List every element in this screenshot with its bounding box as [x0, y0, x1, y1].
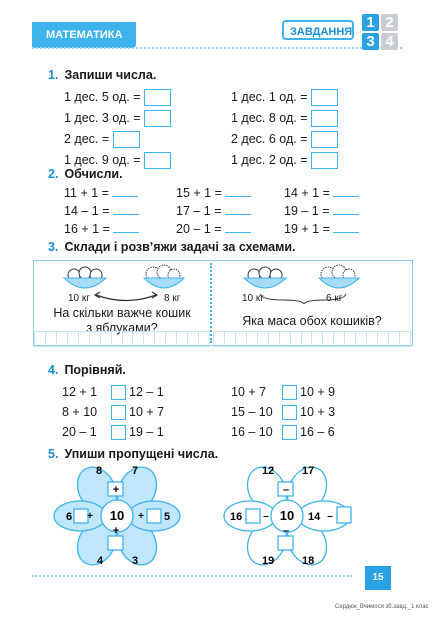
- compare-box[interactable]: [111, 405, 126, 420]
- tile-4: 4: [381, 33, 398, 50]
- answer-line[interactable]: [225, 184, 251, 197]
- compare-right: 12 – 1: [129, 385, 164, 399]
- task-divider: [210, 263, 212, 343]
- ex2-expression: 19 – 1 =: [284, 204, 330, 218]
- berry-basket-icon: [319, 265, 359, 288]
- ex2-col-1: [64, 184, 139, 238]
- ex2-expression: 16 + 1 =: [64, 222, 110, 236]
- answer-box[interactable]: [311, 152, 338, 169]
- ex4-heading: [48, 363, 126, 377]
- answer-box[interactable]: [113, 131, 140, 148]
- ex1-left-item: 1 дес. 3 од. =: [64, 111, 141, 125]
- flower2-op-bottom: –: [282, 525, 290, 537]
- compare-right: 10 + 9: [300, 385, 336, 399]
- ex4-title: Порівняй.: [64, 363, 126, 377]
- ex2-col-3: [284, 184, 359, 238]
- flower1-op-bottom: +: [112, 525, 120, 537]
- header-dotted-line: [32, 47, 402, 52]
- ex2-expression: 15 + 1 =: [176, 186, 222, 200]
- apple-basket-icon: [244, 267, 286, 288]
- ex1-left-item: 1 дес. 5 од. =: [64, 90, 141, 104]
- flower1-left: 6: [66, 511, 73, 523]
- ex2-col-2: [176, 184, 251, 238]
- flower1-bottom-left: 4: [97, 555, 104, 567]
- flower1-right: 5: [164, 511, 171, 523]
- ex2-expression: 20 – 1 =: [176, 222, 222, 236]
- compare-right: 10 + 3: [300, 405, 336, 419]
- footer-dotted-line: [32, 575, 352, 580]
- answer-grid-right[interactable]: [213, 331, 411, 347]
- answer-line[interactable]: [225, 220, 251, 233]
- ex2-expression: 14 – 1 =: [64, 204, 110, 218]
- ex3-heading: [48, 240, 296, 254]
- flower2-left: 16: [230, 511, 243, 523]
- ex1-right-item: 2 дес. 6 од. =: [231, 132, 308, 146]
- left-question-line-1: На скільки важче кошик: [53, 306, 191, 320]
- subject-tab: МАТЕМАТИКА: [32, 22, 136, 48]
- flower1-op-top: +: [112, 484, 120, 496]
- right-weight-1: 10 кг: [242, 293, 264, 304]
- berry-basket-icon: [144, 265, 184, 288]
- apple-basket-icon: [64, 267, 106, 288]
- ex1-heading: [48, 68, 156, 82]
- compare-box[interactable]: [111, 385, 126, 400]
- compare-left: 15 – 10: [231, 405, 273, 419]
- ex5-heading: [48, 447, 218, 461]
- flower2-top-left: 12: [262, 465, 275, 477]
- ex4-right-column: [231, 382, 335, 442]
- flower2-right: 14: [308, 511, 321, 523]
- answer-line[interactable]: [113, 202, 139, 215]
- compare-left: 8 + 10: [62, 405, 98, 419]
- ex1-right-column: [231, 87, 338, 171]
- answer-line[interactable]: [112, 184, 138, 197]
- answer-box[interactable]: [144, 89, 171, 106]
- ex1-left-item: 2 дес. =: [64, 132, 110, 146]
- flower1-bottom-right: 3: [132, 555, 139, 567]
- flower1-top-right: 7: [132, 465, 139, 477]
- flower2-center: 10: [279, 508, 295, 523]
- ex1-number: 1.: [48, 68, 59, 82]
- ex4-number: 4.: [48, 363, 59, 377]
- ex2-expression: 14 + 1 =: [284, 186, 330, 200]
- answer-box[interactable]: [144, 152, 171, 169]
- compare-box[interactable]: [282, 425, 297, 440]
- compare-box[interactable]: [111, 425, 126, 440]
- compare-left: 20 – 1: [62, 425, 97, 439]
- page-number: 15: [365, 566, 391, 590]
- ex1-right-item: 1 дес. 2 од. =: [231, 153, 308, 167]
- right-question: Яка маса обох кошиків?: [242, 314, 382, 328]
- answer-box[interactable]: [311, 131, 338, 148]
- tile-3: 3: [362, 33, 379, 50]
- flower2-bottom-right: 18: [302, 555, 315, 567]
- ex2-expression: 19 + 1 =: [284, 222, 330, 236]
- answer-box[interactable]: [311, 110, 338, 127]
- flower1-op-left: +: [87, 511, 93, 522]
- answer-box[interactable]: [144, 110, 171, 127]
- compare-right: 19 – 1: [129, 425, 164, 439]
- ex2-expression: 11 + 1 =: [64, 186, 109, 200]
- answer-line[interactable]: [333, 220, 359, 233]
- compare-right: 16 – 6: [300, 425, 335, 439]
- compare-left: 16 – 10: [231, 425, 273, 439]
- ex2-expression: 17 – 1 =: [176, 204, 222, 218]
- tile-1: 1: [362, 14, 379, 31]
- ex1-title: Запиши числа.: [64, 68, 157, 82]
- ex4-left-column: [62, 382, 164, 442]
- tasks-label: ЗАВДАННЯ: [282, 20, 354, 40]
- answer-line[interactable]: [333, 202, 359, 215]
- ex3-title: Склади і розв’яжи задачі за схемами.: [64, 240, 296, 254]
- ex2-number: 2.: [48, 167, 59, 181]
- ex1-left-column: [64, 87, 171, 171]
- flower-diagram-1: [52, 462, 182, 570]
- ex1-right-item: 1 дес. 8 од. =: [231, 111, 308, 125]
- flower1-center: 10: [109, 508, 125, 523]
- compare-box[interactable]: [282, 405, 297, 420]
- ex2-title: Обчисли.: [64, 167, 123, 181]
- flower2-op-top: –: [282, 484, 290, 496]
- flower2-bottom-left: 19: [262, 555, 275, 567]
- flower2-op-left: –: [263, 511, 269, 522]
- compare-left: 10 + 7: [231, 385, 267, 399]
- compare-box[interactable]: [282, 385, 297, 400]
- left-weight-2: 8 кг: [164, 293, 181, 304]
- left-question-line-2: з яблуками?: [86, 321, 158, 335]
- tile-2: 2: [381, 14, 398, 31]
- double-arrow-icon: [96, 295, 156, 301]
- flower-diagram-2: [222, 462, 352, 570]
- flower1-op-right: +: [138, 511, 144, 522]
- answer-line[interactable]: [113, 220, 139, 233]
- answer-line[interactable]: [333, 184, 359, 197]
- ex5-title: Упиши пропущені числа.: [64, 447, 219, 461]
- ex1-right-item: 1 дес. 1 од. =: [231, 90, 308, 104]
- answer-grid-left[interactable]: [34, 331, 210, 347]
- right-weight-2: 6 кг: [326, 293, 343, 304]
- ex3-number: 3.: [48, 240, 59, 254]
- ex2-heading: [48, 167, 123, 181]
- compare-left: 12 + 1: [62, 385, 98, 399]
- ex1-left-item: 1 дес. 9 од. =: [64, 153, 141, 167]
- flower2-op-right: –: [327, 511, 333, 522]
- compare-right: 10 + 7: [129, 405, 165, 419]
- left-weight-1: 10 кг: [68, 293, 90, 304]
- flower2-top-right: 17: [302, 465, 315, 477]
- flower1-top-left: 8: [96, 465, 103, 477]
- book-footer: Сердюк_Вчимося зб.завд._1 клас: [335, 604, 429, 610]
- answer-box[interactable]: [311, 89, 338, 106]
- answer-line[interactable]: [225, 202, 251, 215]
- ex5-number: 5.: [48, 447, 59, 461]
